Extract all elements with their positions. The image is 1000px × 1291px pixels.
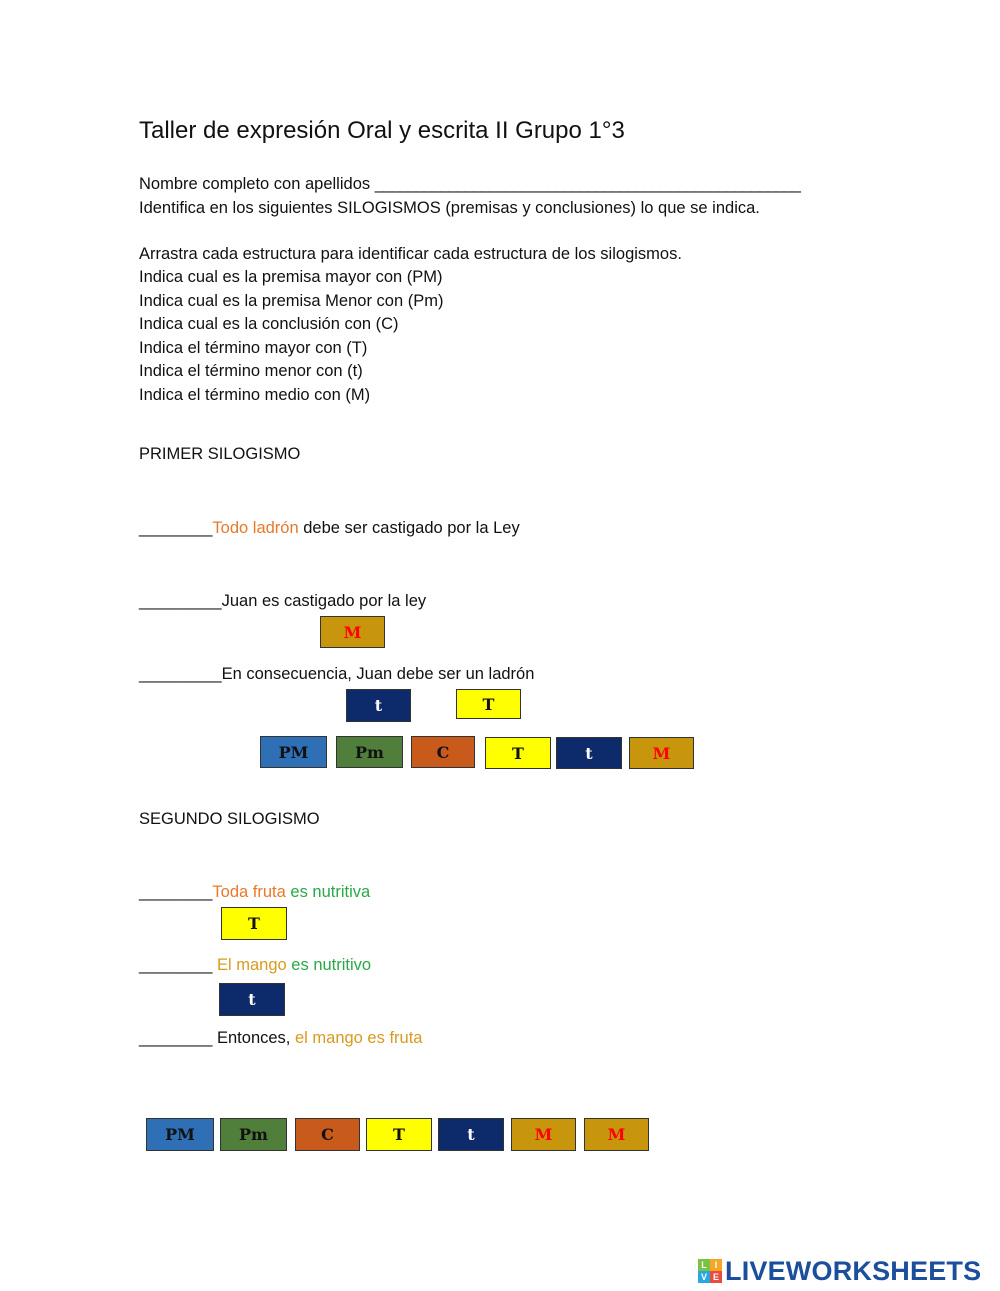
answer-blank: _________ [139,592,222,610]
phrase-todo-ladron: Todo ladrón [212,519,299,537]
logo-letter: L [698,1259,710,1271]
instruction-m: Indica el término medio con (M) [139,386,371,404]
phrase-entonces: Entonces, [217,1029,295,1047]
answer-blank: ________ [139,883,213,901]
phrase-text: En consecuencia, Juan debe ser un ladrón [221,665,535,683]
bank-tile-T[interactable]: T [485,737,551,769]
phrase-es-nutritiva: es nutritiva [285,883,371,901]
bank-tile-Pm[interactable]: Pm [336,736,403,768]
second-syllogism-heading: SEGUNDO SILOGISMO [139,810,320,828]
bank-tile-C[interactable]: C [295,1118,360,1151]
phrase-es-nutritivo: es nutritivo [286,956,372,974]
first-premise-major [139,519,520,538]
logo-letter: V [698,1271,710,1283]
first-syllogism-heading: PRIMER SILOGISMO [139,445,301,463]
name-blank: ____________________________________________________ [374,175,800,193]
name-label: Nombre completo con apellidos [139,175,375,193]
liveworksheets-logo [698,1256,981,1286]
answer-blank: _________ [139,665,222,683]
identify-instruction: Identifica en los siguientes SILOGISMOS (premisas y conclusiones) lo que se indica. [139,199,760,217]
answer-blank: ________ [139,519,213,537]
name-line [139,175,800,194]
bank-tile-t[interactable]: t [438,1118,504,1151]
logo-letter: E [710,1271,722,1283]
second-premise-major [139,883,370,902]
bank-tile-M[interactable]: M [584,1118,649,1151]
bank-tile-M[interactable]: M [511,1118,576,1151]
answer-blank: ________ [139,1029,217,1047]
phrase-toda-fruta: Toda fruta [212,883,286,901]
bank-tile-PM[interactable]: PM [260,736,327,768]
bank-tile-M[interactable]: M [629,737,694,769]
phrase-rest: debe ser castigado por la Ley [298,519,520,537]
instruction-c: Indica cual es la conclusión con (C) [139,315,399,333]
bank-tile-T[interactable]: T [366,1118,432,1151]
placed-tile-T[interactable]: T [456,689,521,719]
logo-letter: I [710,1259,722,1271]
logo-text: LIVEWORKSHEETS [725,1255,982,1286]
placed-tile-T[interactable]: T [221,907,287,940]
instruction-t-minor: Indica el término menor con (t) [139,362,363,380]
first-conclusion [139,665,534,684]
first-premise-minor [139,592,426,611]
phrase-text: Juan es castigado por la ley [221,592,427,610]
drag-instruction: Arrastra cada estructura para identificar cada estructura de los silogismos. [139,245,682,263]
placed-tile-M[interactable]: M [320,616,385,648]
page-title: Taller de expresión Oral y escrita II Grupo 1°3 [139,117,625,144]
placed-tile-t[interactable]: t [219,983,285,1016]
second-premise-minor [139,956,371,975]
second-conclusion [139,1029,422,1048]
phrase-el-mango: El mango [217,956,287,974]
bank-tile-Pm[interactable]: Pm [220,1118,287,1151]
live-logo-icon [698,1259,722,1283]
instruction-t-major: Indica el término mayor con (T) [139,339,368,357]
placed-tile-t[interactable]: t [346,689,411,722]
instruction-pm: Indica cual es la premisa mayor con (PM) [139,268,443,286]
bank-tile-PM[interactable]: PM [146,1118,214,1151]
bank-tile-t[interactable]: t [556,737,622,769]
instruction-pm-minor: Indica cual es la premisa Menor con (Pm) [139,292,444,310]
answer-blank: ________ [139,956,217,974]
phrase-el-mango-es-fruta: el mango es fruta [294,1029,423,1047]
bank-tile-C[interactable]: C [411,736,475,768]
